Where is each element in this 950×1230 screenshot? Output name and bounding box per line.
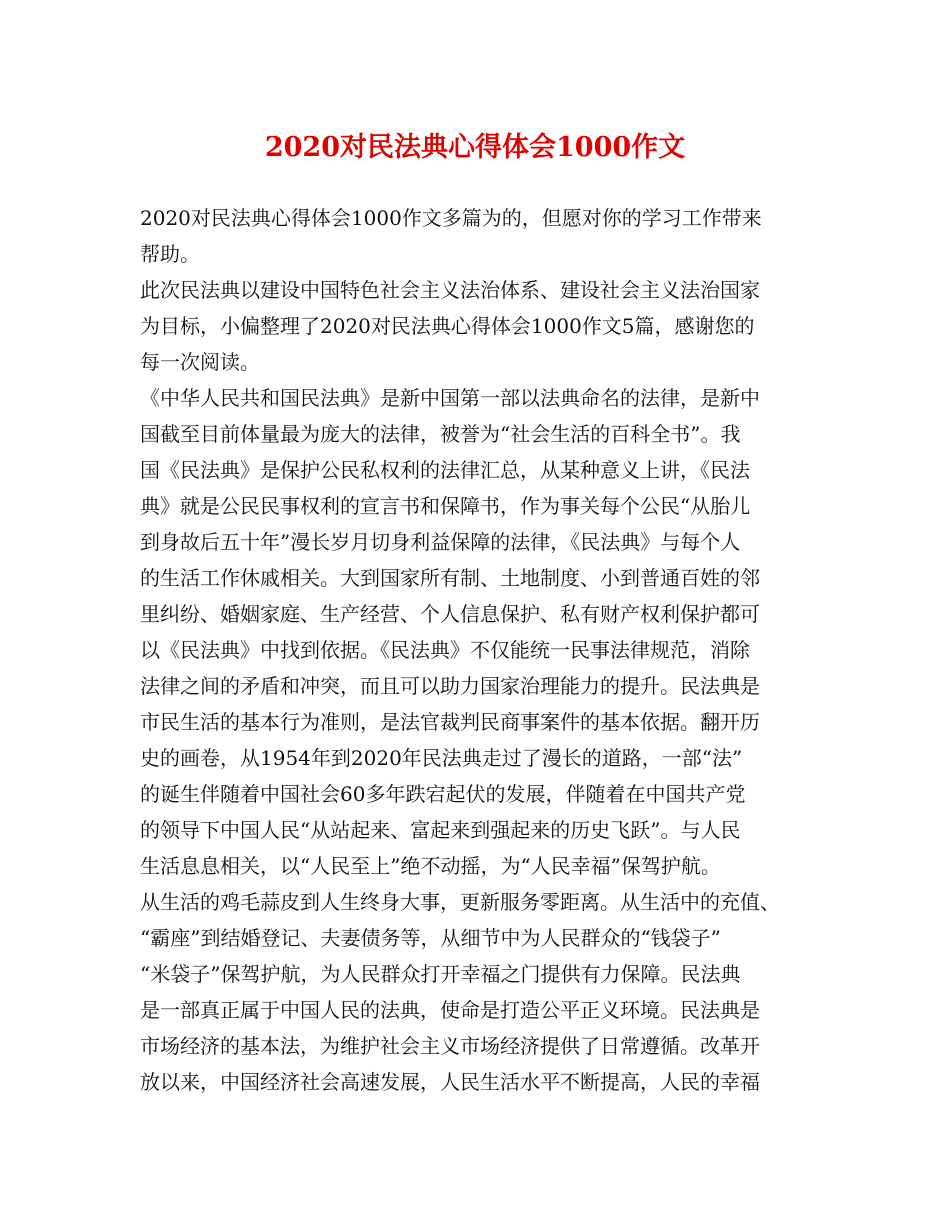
body-text-line: 《中华人民共和国民法典》是新中国第一部以法典命名的法律，是新中 xyxy=(140,386,760,410)
document-title: 2020对民法典心得体会1000作文 xyxy=(264,132,686,163)
body-text-line: 的领导下中国人民“从站起来、富起来到强起来的历史飞跃”。与人民 xyxy=(140,818,741,842)
body-text-line: 是一部真正属于中国人民的法典，使命是打造公平正义环境。民法典是 xyxy=(140,998,760,1022)
body-text-line: 的诞生伴随着中国社会60多年跌宕起伏的发展，伴随着在中国共产党 xyxy=(140,782,746,806)
body-text-line: 市民生活的基本行为准则，是法官裁判民商事案件的基本依据。翻开历 xyxy=(140,710,760,734)
body-text-line: 每一次阅读。 xyxy=(140,350,260,374)
body-text-line: 里纠纷、婚姻家庭、生产经营、个人信息保护、私有财产权利保护都可 xyxy=(140,602,760,626)
body-text-line: 到身故后五十年”漫长岁月切身利益保障的法律，《民法典》与每个人 xyxy=(140,530,741,554)
body-text-line: “米袋子”保驾护航，为人民群众打开幸福之门提供有力保障。民法典 xyxy=(140,962,741,986)
document-body xyxy=(140,200,820,1100)
body-text-line: 史的画卷，从1954年到2020年民法典走过了漫长的道路，一部“法” xyxy=(140,746,743,770)
body-text-line: 为目标，小偏整理了2020对民法典心得体会1000作文5篇，感谢您的 xyxy=(140,314,755,338)
body-text-line: 国《民法典》是保护公民私权利的法律汇总，从某种意义上讲，《民法 xyxy=(140,458,750,482)
body-text-line: 市场经济的基本法，为维护社会主义市场经济提供了日常遵循。改革开 xyxy=(140,1034,760,1058)
body-text-line: 法律之间的矛盾和冲突，而且可以助力国家治理能力的提升。民法典是 xyxy=(140,674,760,698)
body-text-line: 放以来，中国经济社会高速发展，人民生活水平不断提高，人民的幸福 xyxy=(140,1070,760,1094)
body-text-line: 生活息息相关，以“人民至上”绝不动摇，为“人民幸福”保驾护航。 xyxy=(140,854,721,878)
body-text-line: 国截至目前体量最为庞大的法律，被誉为“社会生活的百科全书”。我 xyxy=(140,422,741,446)
body-text-line: 此次民法典以建设中国特色社会主义法治体系、建设社会主义法治国家 xyxy=(140,278,760,302)
body-text-line: 从生活的鸡毛蒜皮到人生终身大事，更新服务零距离。从生活中的充值、 xyxy=(140,890,780,914)
body-text-line: 典》就是公民民事权利的宣言书和保障书，作为事关每个公民“从胎儿 xyxy=(140,494,751,518)
body-text-line: “霸座”到结婚登记、夫妻债务等，从细节中为人民群众的“钱袋子” xyxy=(140,926,721,950)
body-text-line: 帮助。 xyxy=(140,242,200,266)
body-text-line: 2020对民法典心得体会1000作文多篇为的，但愿对你的学习工作带来 xyxy=(140,206,762,230)
body-text-line: 的生活工作休戚相关。大到国家所有制、土地制度、小到普通百姓的邻 xyxy=(140,566,760,590)
body-text-line: 以《民法典》中找到依据。《民法典》不仅能统一民事法律规范，消除 xyxy=(140,638,750,662)
